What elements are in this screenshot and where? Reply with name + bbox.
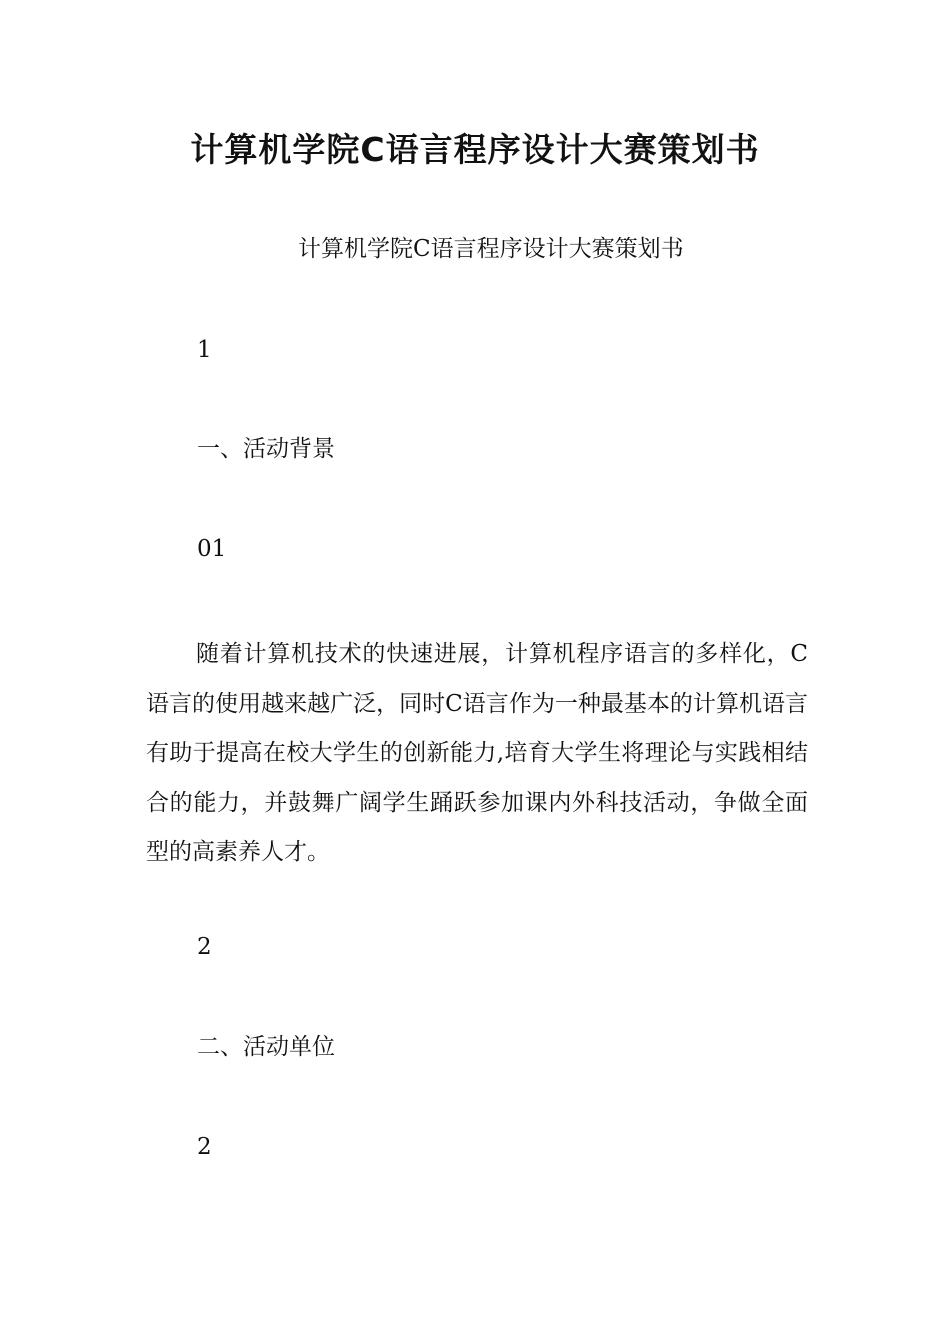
section-number-2: 2	[197, 934, 212, 960]
section-heading-background: 一、活动背景	[197, 436, 335, 462]
document-subtitle: 计算机学院C语言程序设计大赛策划书	[298, 236, 684, 262]
section-number-1: 1	[197, 337, 212, 363]
subsection-number-01: 01	[197, 536, 227, 562]
background-paragraph: 随着计算机技术的快速进展，计算机程序语言的多样化，C语言的使用越来越广泛，同时C语言作为一种最基本的计算机语言有助于提高在校大学生的创新能力,培育大学生将理论与实践相结合的能力，并鼓舞广阔学生踊跃参加课内外科技活动，争做全面型的高素养人才。	[146, 641, 808, 865]
section-heading-organizers: 二、活动单位	[197, 1034, 335, 1060]
subsection-number-2: 2	[197, 1134, 212, 1160]
document-title: 计算机学院C语言程序设计大赛策划书	[190, 130, 760, 169]
